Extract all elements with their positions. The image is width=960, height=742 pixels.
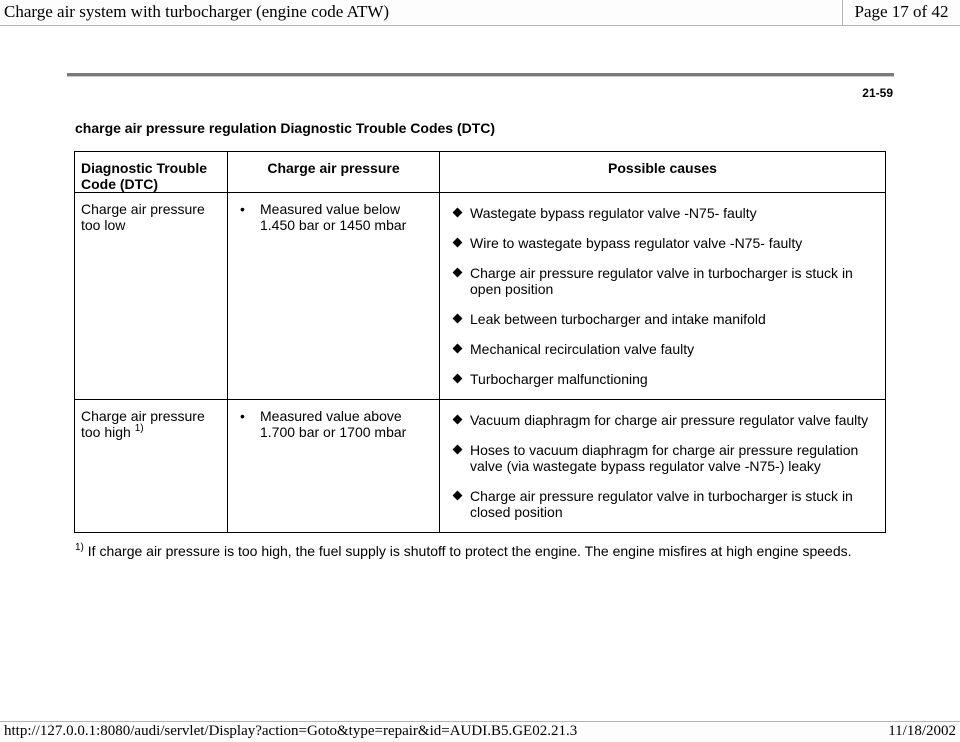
footer-date: 11/18/2002	[888, 723, 956, 739]
table-row	[75, 193, 886, 400]
cause-item: Wire to wastegate bypass regulator valve -N75- faulty	[452, 235, 879, 251]
column-header-charge-air-pressure: Charge air pressure	[228, 152, 440, 193]
document-title: Charge air system with turbocharger (engine code ATW)	[0, 0, 958, 26]
measured-value-cell	[228, 400, 440, 533]
cause-item: Leak between turbocharger and intake manifold	[452, 311, 879, 327]
causes-list	[446, 412, 879, 520]
header-rule	[67, 73, 894, 77]
footer-url[interactable]: http://127.0.0.1:8080/audi/servlet/Display?action=Goto&type=repair&id=AUDI.B5.GE02.21.3	[0, 721, 960, 742]
dtc-cell	[75, 193, 228, 400]
footnote-reference: 1)	[134, 423, 144, 434]
measured-value: • Measured value below 1.450 bar or 1450 mbar	[240, 201, 433, 233]
page-indicator: Page 17 of 42	[842, 0, 960, 26]
cause-item: Wastegate bypass regulator valve -N75- faulty	[452, 205, 879, 221]
cause-item: Charge air pressure regulator valve in turbocharger is stuck in open position	[452, 265, 879, 297]
section-title: charge air pressure regulation Diagnostic Trouble Codes (DTC)	[75, 120, 496, 136]
dtc-table	[74, 151, 886, 533]
cause-item: Turbocharger malfunctioning	[452, 371, 879, 387]
possible-causes-cell	[440, 193, 886, 400]
footnote	[75, 543, 875, 559]
cause-item: Hoses to vacuum diaphragm for charge air pressure regulation valve (via wastegate bypass regulator valve -N75-) leaky	[452, 442, 879, 474]
dtc-code: Charge air pressure too high $^{1)}$	[81, 408, 205, 440]
cause-item: Charge air pressure regulator valve in turbocharger is stuck in closed position	[452, 488, 879, 520]
table-header-row	[75, 152, 886, 193]
causes-list	[446, 205, 879, 387]
possible-causes-cell	[440, 400, 886, 533]
cause-item: Vacuum diaphragm for charge air pressure regulator valve faulty	[452, 412, 879, 428]
dtc-code: Charge air pressure too low	[81, 201, 205, 233]
measured-value-cell	[228, 193, 440, 400]
footnote-text: If charge air pressure is too high, the fuel supply is shutoff to protect the engine. The engine misfires at high engine speeds.	[87, 543, 852, 559]
dtc-cell	[75, 400, 228, 533]
footnote-marker: 1)	[75, 542, 84, 553]
column-header-possible-causes: Possible causes	[440, 152, 886, 193]
column-header-dtc: Diagnostic Trouble Code (DTC)	[75, 152, 228, 193]
page-number: 21-59	[862, 86, 893, 100]
cause-item: Mechanical recirculation valve faulty	[452, 341, 879, 357]
measured-value: • Measured value above 1.700 bar or 1700 mbar	[240, 408, 433, 440]
table-row	[75, 400, 886, 533]
